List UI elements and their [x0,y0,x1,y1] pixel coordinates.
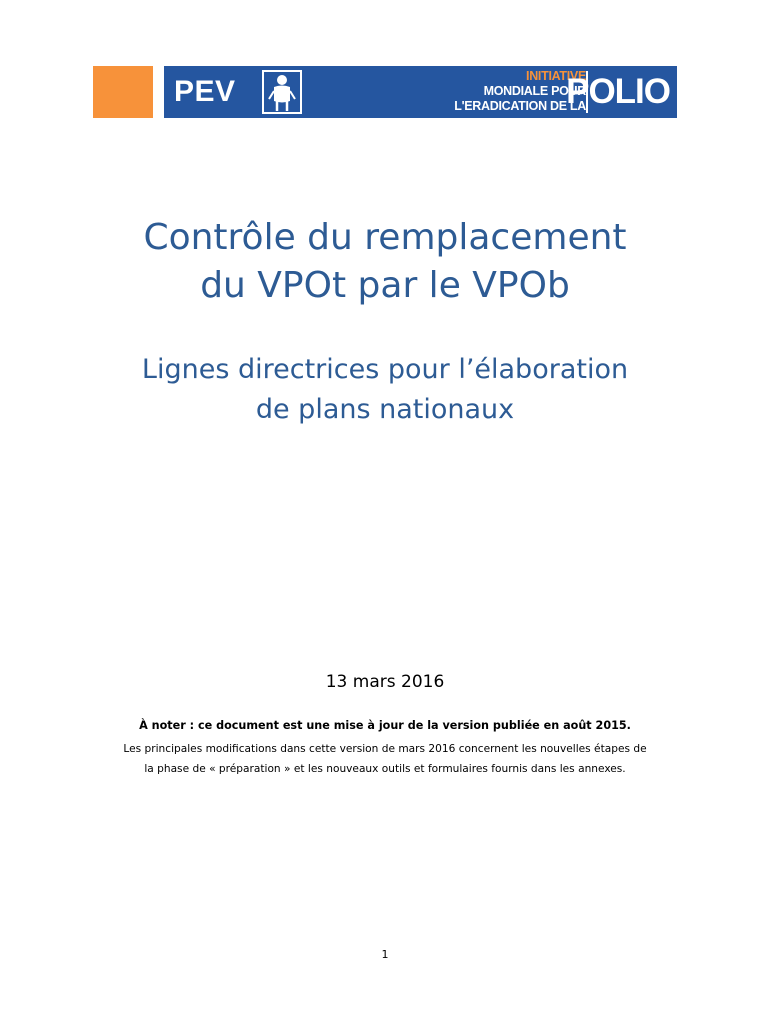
update-note-body: Les principales modifications dans cette version de mars 2016 concernent les nouvelles étapes de la phase de « préparation » et les nouveaux outils et formulaires fournis dans les annexes. [123,743,647,775]
orange-logo-block [93,66,153,118]
header-banner [164,66,677,118]
document-subtitle: Lignes directrices pour l’élaboration de plans nationaux [141,354,629,425]
update-note-heading: À noter : ce document est une mise à jour de la version publiée en août 2015. [139,719,631,732]
child-vaccination-icon [259,69,305,115]
gpei-logo [456,69,676,115]
document-date: 13 mars 2016 [325,672,445,692]
pev-logo-text: PEV [174,75,236,108]
page-number: 1 [381,948,389,961]
document-title: Contrôle du remplacement du VPOt par le VPOb [143,217,627,306]
polio-logo-text: POLIO [566,72,670,111]
gpei-logo-text: INITIATIVE MONDIALE POUR L'ERADICATION DE LA [454,69,586,113]
